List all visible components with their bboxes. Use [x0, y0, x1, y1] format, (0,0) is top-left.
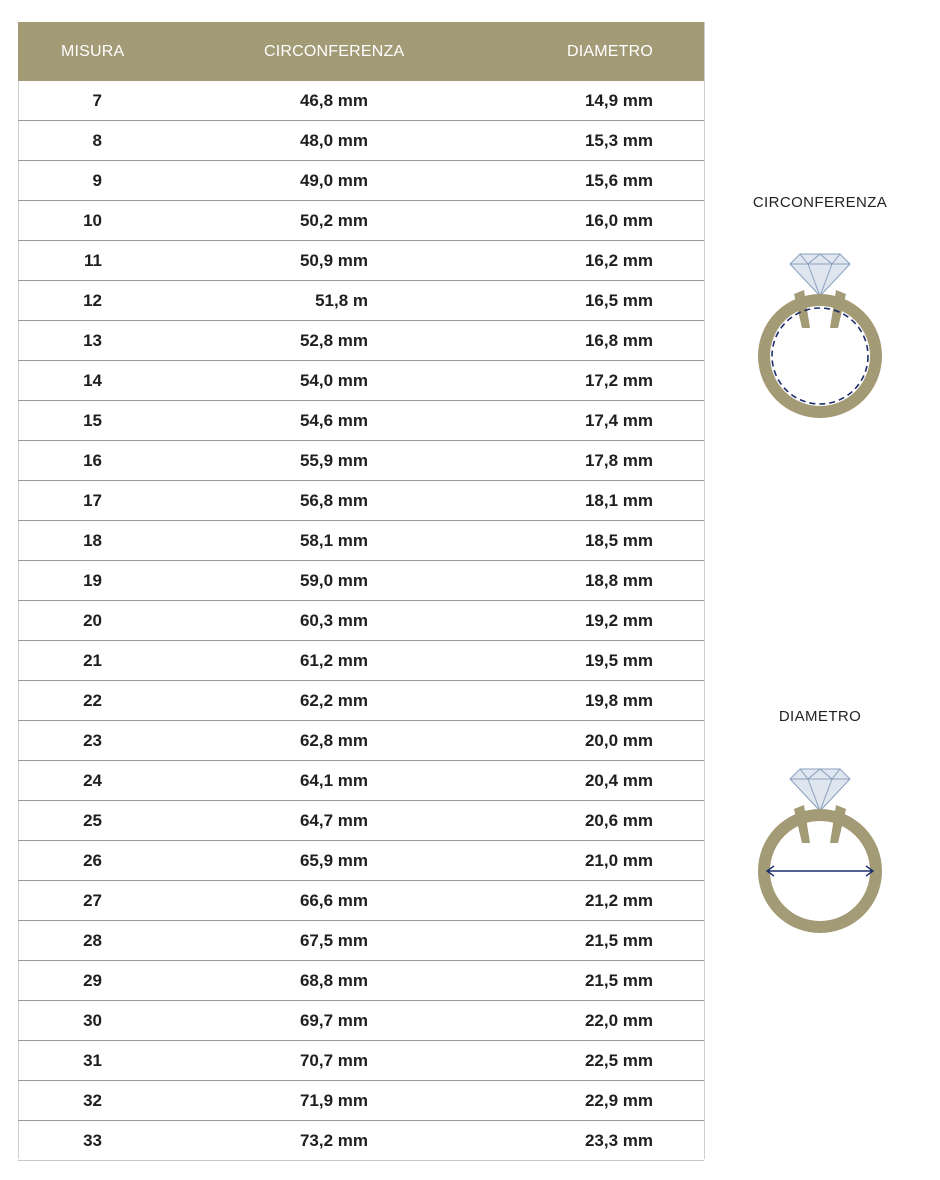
cell-circonferenza: 49,0 mm [168, 161, 518, 201]
cell-diametro: 16,0 mm [518, 201, 704, 241]
cell-circonferenza: 64,1 mm [168, 761, 518, 801]
header-misura: MISURA [18, 22, 168, 81]
cell-misura: 21 [18, 641, 168, 681]
cell-misura: 11 [18, 241, 168, 281]
cell-circonferenza: 50,2 mm [168, 201, 518, 241]
cell-misura: 25 [18, 801, 168, 841]
cell-diametro: 21,5 mm [518, 961, 704, 1001]
table-row [18, 121, 704, 161]
cell-diametro: 19,5 mm [518, 641, 704, 681]
cell-circonferenza: 52,8 mm [168, 321, 518, 361]
cell-misura: 32 [18, 1081, 168, 1121]
table-row [18, 401, 704, 441]
table-row [18, 801, 704, 841]
cell-diametro: 19,2 mm [518, 601, 704, 641]
table-row [18, 1041, 704, 1081]
cell-diametro: 17,4 mm [518, 401, 704, 441]
table-row [18, 561, 704, 601]
cell-misura: 26 [18, 841, 168, 881]
cell-diametro: 18,1 mm [518, 481, 704, 521]
cell-circonferenza: 58,1 mm [168, 521, 518, 561]
cell-misura: 22 [18, 681, 168, 721]
cell-circonferenza: 68,8 mm [168, 961, 518, 1001]
ring-size-table [18, 22, 704, 1161]
cell-misura: 8 [18, 121, 168, 161]
cell-diametro: 17,8 mm [518, 441, 704, 481]
cell-misura: 14 [18, 361, 168, 401]
cell-circonferenza: 54,6 mm [168, 401, 518, 441]
cell-circonferenza: 67,5 mm [168, 921, 518, 961]
cell-misura: 7 [18, 81, 168, 121]
cell-misura: 12 [18, 281, 168, 321]
cell-diametro: 14,9 mm [518, 81, 704, 121]
ring-diameter-icon [750, 765, 890, 945]
cell-misura: 19 [18, 561, 168, 601]
cell-diametro: 22,5 mm [518, 1041, 704, 1081]
cell-diametro: 18,8 mm [518, 561, 704, 601]
cell-misura: 13 [18, 321, 168, 361]
cell-misura: 31 [18, 1041, 168, 1081]
cell-circonferenza: 54,0 mm [168, 361, 518, 401]
table-row [18, 481, 704, 521]
cell-misura: 9 [18, 161, 168, 201]
table-row [18, 761, 704, 801]
table-row [18, 281, 704, 321]
table-row [18, 361, 704, 401]
table-row [18, 81, 704, 121]
cell-diametro: 18,5 mm [518, 521, 704, 561]
cell-diametro: 20,4 mm [518, 761, 704, 801]
table-row [18, 241, 704, 281]
cell-circonferenza: 62,2 mm [168, 681, 518, 721]
cell-diametro: 16,5 mm [518, 281, 704, 321]
cell-misura: 18 [18, 521, 168, 561]
table-row [18, 601, 704, 641]
table-row [18, 1121, 704, 1161]
table-row [18, 441, 704, 481]
cell-misura: 10 [18, 201, 168, 241]
cell-misura: 17 [18, 481, 168, 521]
cell-misura: 23 [18, 721, 168, 761]
cell-circonferenza: 71,9 mm [168, 1081, 518, 1121]
cell-misura: 24 [18, 761, 168, 801]
cell-diametro: 19,8 mm [518, 681, 704, 721]
cell-circonferenza: 50,9 mm [168, 241, 518, 281]
table-row [18, 841, 704, 881]
table-header-row [18, 22, 704, 81]
cell-diametro: 16,8 mm [518, 321, 704, 361]
diametro-caption: DIAMETRO [778, 708, 862, 725]
cell-misura: 29 [18, 961, 168, 1001]
table-row [18, 721, 704, 761]
table-row [18, 161, 704, 201]
cell-diametro: 15,6 mm [518, 161, 704, 201]
cell-diametro: 21,2 mm [518, 881, 704, 921]
cell-misura: 20 [18, 601, 168, 641]
cell-misura: 33 [18, 1121, 168, 1161]
cell-circonferenza: 56,8 mm [168, 481, 518, 521]
table-row [18, 681, 704, 721]
cell-circonferenza: 48,0 mm [168, 121, 518, 161]
cell-circonferenza: 55,9 mm [168, 441, 518, 481]
table-row [18, 321, 704, 361]
cell-diametro: 22,0 mm [518, 1001, 704, 1041]
cell-diametro: 21,5 mm [518, 921, 704, 961]
table-row [18, 1081, 704, 1121]
cell-diametro: 16,2 mm [518, 241, 704, 281]
cell-circonferenza: 51,8 m [168, 281, 518, 321]
table-row [18, 921, 704, 961]
cell-circonferenza: 70,7 mm [168, 1041, 518, 1081]
cell-diametro: 23,3 mm [518, 1121, 704, 1161]
table-row [18, 521, 704, 561]
cell-misura: 28 [18, 921, 168, 961]
header-circonferenza: CIRCONFERENZA [168, 22, 518, 81]
cell-diametro: 20,6 mm [518, 801, 704, 841]
cell-diametro: 17,2 mm [518, 361, 704, 401]
cell-circonferenza: 60,3 mm [168, 601, 518, 641]
cell-misura: 27 [18, 881, 168, 921]
cell-diametro: 21,0 mm [518, 841, 704, 881]
header-diametro: DIAMETRO [518, 22, 704, 81]
table-row [18, 1001, 704, 1041]
circonferenza-caption: CIRCONFERENZA [752, 194, 888, 211]
cell-circonferenza: 62,8 mm [168, 721, 518, 761]
ring-circumference-icon [750, 250, 890, 430]
cell-circonferenza: 73,2 mm [168, 1121, 518, 1161]
cell-misura: 16 [18, 441, 168, 481]
table-body [18, 81, 704, 1161]
cell-misura: 15 [18, 401, 168, 441]
cell-diametro: 15,3 mm [518, 121, 704, 161]
cell-diametro: 20,0 mm [518, 721, 704, 761]
cell-circonferenza: 66,6 mm [168, 881, 518, 921]
cell-circonferenza: 46,8 mm [168, 81, 518, 121]
cell-misura: 30 [18, 1001, 168, 1041]
table-row [18, 201, 704, 241]
table-row [18, 881, 704, 921]
table-row [18, 961, 704, 1001]
cell-circonferenza: 69,7 mm [168, 1001, 518, 1041]
cell-circonferenza: 59,0 mm [168, 561, 518, 601]
cell-diametro: 22,9 mm [518, 1081, 704, 1121]
cell-circonferenza: 64,7 mm [168, 801, 518, 841]
cell-circonferenza: 65,9 mm [168, 841, 518, 881]
cell-circonferenza: 61,2 mm [168, 641, 518, 681]
table-row [18, 641, 704, 681]
